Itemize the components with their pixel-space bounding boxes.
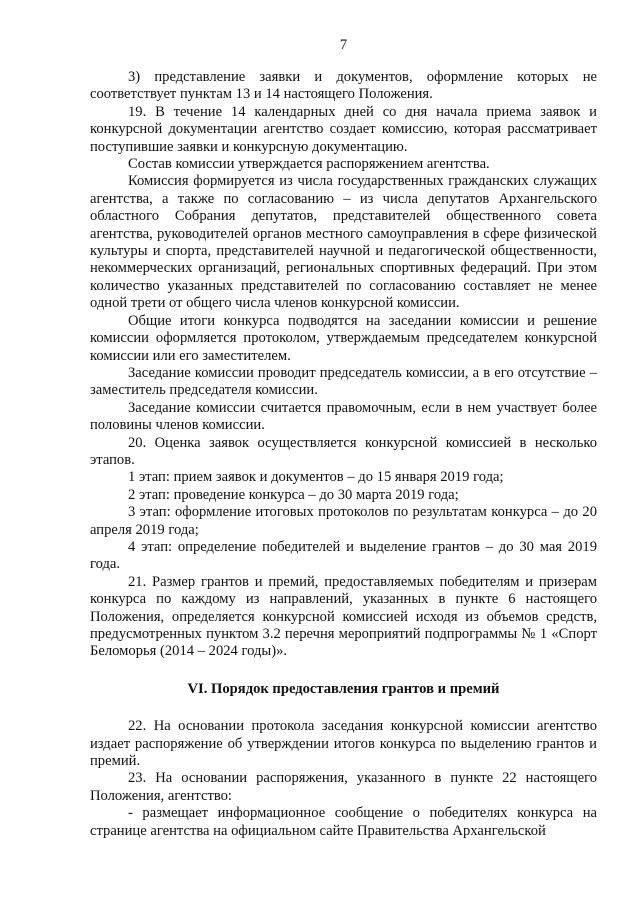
list-item: 1 этап: прием заявок и документов – до 15 января 2019 года;: [128, 469, 504, 486]
document-page: [90, 0, 597, 905]
paragraph: Заседание комиссии считается правомочным, если в нем участвует более половины членов комиссии.: [90, 399, 597, 434]
page-number: 7: [339, 37, 348, 53]
list-item: - размещает информационное сообщение о победителях конкурса на странице агентства на официальном сайте Правительства Архангельской: [90, 805, 597, 839]
paragraph: Общие итоги конкурса подводятся на заседании комиссии и решение комиссии оформляется протоколом, утверждаемым председателем конкурсной комиссии или его заместителем.: [90, 312, 597, 364]
list-item: 3 этап: оформление итоговых протоколов по результатам конкурса – до 20 апреля 2019 года;: [90, 504, 597, 538]
document-body: [90, 69, 597, 840]
paragraph: 20. Оценка заявок осуществляется конкурсной комиссией в несколько этапов.: [90, 434, 597, 468]
paragraph: 23. На основании распоряжения, указанного в пункте 22 настоящего Положения, агентство:: [90, 770, 597, 804]
paragraph: 19. В течение 14 календарных дней со дня начала приема заявок и конкурсной документации агентство создает комиссию, которая рассматривает поступившие заявки и конкурсную документацию.: [90, 103, 597, 155]
paragraph: 21. Размер грантов и премий, предоставляемых победителям и призерам конкурса по каждому из направлений, указанных в пункте 6 настоящего Положения, определяется конкурсной комиссией исходя из объемов средств, предусмотренных пунктом 3.2 перечня мероприятий подпрограммы № 1 «Спорт Беломорья (2014 – 2024 годы)».: [90, 573, 597, 660]
paragraph: Заседание комиссии проводит председатель комиссии, а в его отсутствие – заместитель председателя комиссии.: [90, 364, 597, 399]
paragraph: 3) представление заявки и документов, оформление которых не соответствует пунктам 13 и 14 настоящего Положения.: [90, 69, 597, 103]
paragraph: 22. На основании протокола заседания конкурсной комиссии агентство издает распоряжение об утверждении итогов конкурса по выделению грантов и премий.: [90, 718, 597, 770]
list-item: 4 этап: определение победителей и выделение грантов – до 30 мая 2019 года.: [90, 538, 597, 573]
list-item: 2 этап: проведение конкурса – до 30 марта 2019 года;: [128, 486, 459, 503]
paragraph: Комиссия формируется из числа государственных гражданских служащих агентства, а также по согласованию – из числа депутатов Архангельского областного Собрания депутатов, представителей общественного совета агентства, руководителей органов местного самоуправления в сфере физической культуры и спорта, представителей научной и педагогической общественности, некоммерческих организаций, региональных спортивных федераций. При этом количество указанных представителей по согласованию составляет не менее одной трети от общего числа членов конкурсной комиссии.: [90, 173, 597, 312]
section-heading: VI. Порядок предоставления грантов и премий: [187, 680, 500, 697]
paragraph: Состав комиссии утверждается распоряжением агентства.: [128, 156, 490, 173]
